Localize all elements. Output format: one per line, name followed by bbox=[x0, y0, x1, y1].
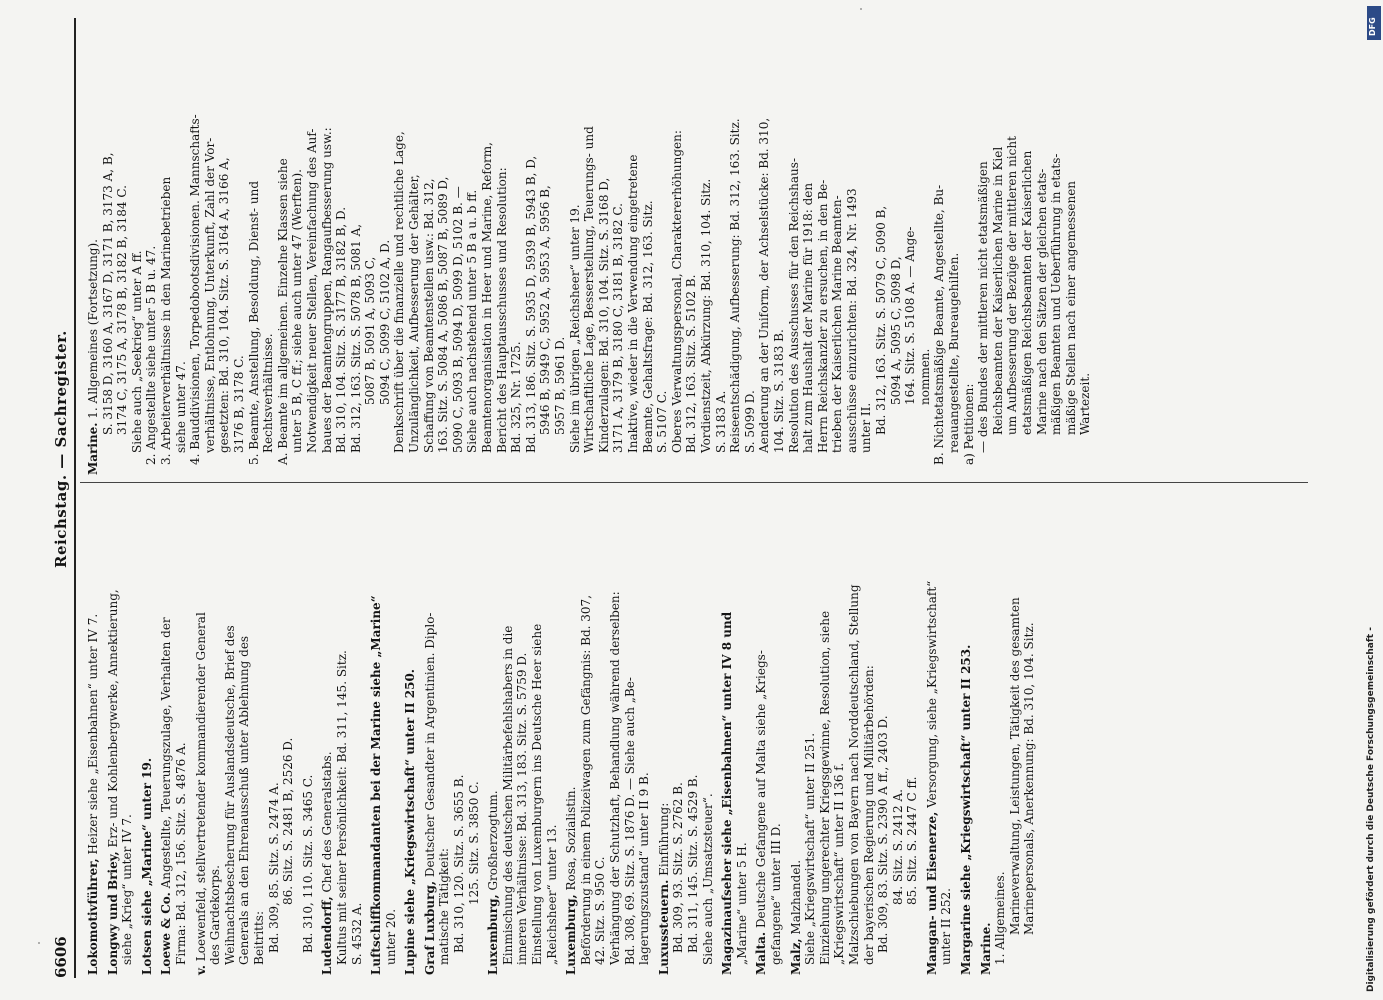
index-line: Bericht des Hauptausschusses und Resolution: bbox=[494, 167, 509, 453]
index-line bbox=[979, 495, 994, 975]
index-line: Bd. 312, 163. Sitz. S. 5102 B. bbox=[684, 274, 699, 453]
index-line: verhältnisse, Entlohnung, Unterkunft, Zahl der Vor- bbox=[202, 137, 217, 453]
index-line: trieben der Kaiserlichen Marine Beamten- bbox=[830, 195, 845, 453]
index-line: Siehe auch „Seekrieg“ unter A ff. bbox=[129, 250, 144, 453]
index-headword: Luxemburg, bbox=[486, 894, 501, 975]
index-line: 125. Sitz. S. 3850 C. bbox=[466, 781, 481, 905]
index-line: siehe „Krieg“ unter IV 7. bbox=[120, 814, 135, 965]
index-line: Bd. 309, 93. Sitz. S. 2762 B. bbox=[671, 782, 686, 953]
index-line: 84. Sitz. S. 2412 A. bbox=[890, 789, 905, 905]
index-line: lagerungszustand“ unter II 9 B. bbox=[637, 772, 652, 965]
index-line: gefangene“ unter III D. bbox=[768, 823, 783, 965]
index-line: nommen. bbox=[917, 348, 932, 405]
index-line: Kultus mit seiner Persönlichkeit: Bd. 311, 145. Sitz. bbox=[334, 650, 349, 965]
index-line: Bd. 309, 83. Sitz. S. 2390 A ff., 2403 D. bbox=[876, 715, 891, 953]
index-line: reauangestellte, Bureaugehilfen. bbox=[947, 252, 962, 453]
index-line: Bd. 313, 186. Sitz. S. 5935 D, 5939 B, 5943 B, D, bbox=[523, 155, 538, 453]
index-line: 4. Bauddivisionen, Torpedobootsdivisionen. Mannschafts- bbox=[188, 114, 203, 465]
index-line: Bd. 310, 110. Sitz. S. 3465 C. bbox=[300, 774, 315, 953]
index-line: unter II. bbox=[859, 402, 874, 453]
index-line: 5090 C, 5093 B, 5094 D, 5099 D, 5102 B. — bbox=[450, 186, 465, 453]
index-line: 2. Angestellte siehe unter 5 B u. 47. bbox=[144, 245, 159, 465]
digitization-note: Digitalisierung gefördert durch die Deutsche Forschungsgemeinschaft - bbox=[1366, 627, 1376, 992]
index-line: Longwy und Briey, Erz- und Kohlenbergwerke, Annektierung, bbox=[105, 589, 120, 975]
index-headword: Loewe & Co. bbox=[159, 892, 174, 975]
index-headword: Margarine siehe „Kriegswirtschaft“ unter II 253. bbox=[959, 644, 974, 975]
index-line: Ludendorff, Chef des Generalstabs. bbox=[320, 751, 335, 975]
index-line: Notwendigkeit neuer Stellen, Vereinfachung des Auf- bbox=[304, 128, 319, 453]
index-line: Siehe „Kriegswirtschaft“ unter II 251. bbox=[803, 732, 818, 965]
index-line: gesetzten: Bd. 310, 104. Sitz. S. 3164 A, 3166 A, bbox=[217, 157, 232, 453]
index-headword: Malz, bbox=[788, 938, 803, 975]
index-headword: Lokomotivführer, bbox=[86, 858, 100, 975]
index-headword: Marine. bbox=[978, 922, 993, 975]
index-headword: v. bbox=[193, 965, 208, 975]
index-line: 5. Beamte, Anstellung, Besoldung, Dienst- und bbox=[246, 180, 261, 465]
index-line: Bd. 309, 85. Sitz. S. 2474 A. bbox=[266, 782, 281, 953]
index-headword: Mangan- und Eisenerze, bbox=[924, 811, 939, 975]
index-line: Bd. 311, 145. Sitz. S. 4529 B. bbox=[685, 774, 700, 953]
index-line: 42. Sitz. S. 950 C. bbox=[593, 856, 608, 965]
index-line: Luxemburg, Rosa, Sozialistin. bbox=[564, 786, 579, 975]
column-divider bbox=[80, 482, 1308, 483]
index-line: Unzulänglichkeit, Aufbesserung der Gehälter, bbox=[407, 174, 422, 453]
index-line bbox=[403, 495, 418, 975]
index-headword: Malta. bbox=[754, 931, 769, 975]
index-line: inneren Verhältnisse: Bd. 313, 183. Sitz. S. 5759 D. bbox=[515, 652, 530, 965]
index-line: Loewe & Co. Angestellte, Teuerungszulage, Verhalten der bbox=[159, 617, 174, 975]
index-line: Malta. Deutsche Gefangene auf Malta siehe „Kriegs- bbox=[754, 650, 769, 975]
index-line: Herrn Reichskanzler zu ersuchen, in den Be- bbox=[815, 179, 830, 453]
index-line: mäßigen Beamten und Ueberführung in etats- bbox=[1049, 153, 1064, 435]
dfg-logo-text: DFG bbox=[1368, 17, 1377, 36]
index-line: um Aufbesserung der Bezüge der mittleren nicht bbox=[1005, 136, 1020, 435]
index-headword: Luxussteuern. bbox=[656, 879, 671, 975]
index-line: unter 20. bbox=[383, 908, 398, 965]
index-line: Oberes Verwaltungspersonal, Charaktererhöhungen: bbox=[669, 130, 684, 453]
index-line: Siehe auch „Umsatzsteuer“. bbox=[700, 793, 715, 965]
page-title: Reichstag. — Sachregister. bbox=[52, 330, 70, 568]
dfg-logo bbox=[1367, 6, 1381, 40]
index-headword: Luftschiffkommandanten bei der Marine siehe „Marine“ bbox=[369, 595, 384, 975]
index-line: Aenderung an der Uniform, der Achselstücke: Bd. 310, bbox=[757, 117, 772, 453]
index-line bbox=[720, 495, 735, 975]
index-line: Beamte, Gehaltsfrage: Bd. 312, 163. Sitz. bbox=[640, 200, 655, 453]
index-line: Generals an den Ehrenausschuß unter Ablehnung des bbox=[237, 635, 252, 965]
scan-speck bbox=[38, 942, 40, 944]
index-line: des Gardekorps. bbox=[208, 865, 223, 965]
index-line: Verhängung der Schutzhaft, Behandlung während derselben: bbox=[608, 591, 622, 965]
index-line bbox=[369, 495, 384, 975]
index-column-left bbox=[86, 495, 1286, 975]
index-line: Reichsbeamten der Kaiserlichen Marine in Kiel bbox=[990, 146, 1005, 435]
index-line: S. 3183 A. bbox=[713, 390, 728, 453]
index-line: 5957 B, 5961 D. bbox=[553, 336, 567, 435]
index-line: matische Tätigkeit: bbox=[437, 848, 452, 965]
index-line: Siehe auch nachstehend unter 5 B a u. b ff. bbox=[465, 189, 480, 453]
index-line: Malz, Malzhandel. bbox=[788, 859, 803, 975]
index-line: Rechtsverhältnisse. bbox=[261, 333, 276, 453]
index-line: baues der Beamtengruppen, Rangaufbesserung usw.: bbox=[319, 127, 334, 453]
index-line: 104. Sitz. S. 3183 B. bbox=[771, 329, 786, 453]
header-rule bbox=[74, 18, 76, 978]
index-line: unter 5 B, C ff.; siehe auch unter 47 (Werften). bbox=[290, 169, 305, 453]
index-line: Mangan- und Eisenerze, Versorgung, siehe „Kriegswirtschaft“ bbox=[924, 580, 939, 975]
index-line: Einstellung von Luxemburgern ins Deutsche Heer siehe bbox=[530, 623, 545, 965]
index-line: ausschüsse einzurichten: Bd. 324, Nr. 1493 bbox=[844, 188, 859, 453]
index-line: Einziehung ungerechter Kriegsgewinne, Resolution, siehe bbox=[817, 610, 832, 965]
index-line: „Kriegswirtschaft“ unter II 136 f. bbox=[832, 762, 847, 965]
index-line: „Marine“ unter 5 H. bbox=[734, 842, 749, 965]
index-line: siehe unter 47. bbox=[173, 361, 188, 453]
index-headword: Ludendorff, bbox=[320, 896, 335, 975]
index-line: Luxemburg, Großherzogtum. bbox=[486, 790, 501, 975]
index-line: Weihnachtsbescherung für Auslandsdeutsche, Brief des bbox=[222, 625, 237, 965]
index-line: 1. Allgemeines. bbox=[993, 871, 1008, 965]
index-line: Schaffung von Beamtenstellen usw.: Bd. 312, bbox=[421, 178, 436, 453]
index-headword: Magazinaufseher siehe „Eisenbahnen“ unter IV 8 und bbox=[720, 611, 735, 975]
index-headword: Lotsen siehe „Marine“ unter 19. bbox=[139, 757, 154, 975]
scan-speck bbox=[860, 8, 862, 10]
index-line: Luxussteuern. Einführung: bbox=[656, 802, 671, 975]
index-line: Bd. 312, 163. Sitz. S. 5079 C, 5090 B, bbox=[874, 205, 889, 435]
index-line: 5094 C, 5099 C, 5102 A, D. bbox=[377, 239, 392, 405]
index-line: v. Loewenfeld, stellvertretender kommandierender General bbox=[193, 612, 208, 975]
index-line: 5087 B, 5091 A, 5093 C, bbox=[363, 256, 378, 405]
index-line: Bd. 312, 163. Sitz. S. 5078 B, 5081 A, bbox=[348, 223, 363, 453]
index-line: 3171 A, 3179 B, 3180 C, 3181 B, 3182 C. bbox=[611, 203, 626, 453]
index-line: — des Bundes der mittleren nicht etatsmäßigen bbox=[976, 161, 991, 453]
index-line: 163. Sitz. S. 5084 A, 5086 B, 5087 B, 5089 D, bbox=[436, 176, 451, 453]
index-line: Siehe im übrigen „Reichsheer“ unter 19. bbox=[567, 204, 582, 453]
index-line: Firma: Bd. 312, 156. Sitz. S. 4876 A. bbox=[173, 742, 188, 965]
index-headword: Lupine siehe „Kriegswirtschaft“ unter II 250. bbox=[403, 669, 418, 975]
index-headword: Marine. bbox=[86, 422, 100, 475]
index-line: der bayerischen Regierung und Militärbehörden: bbox=[861, 665, 876, 965]
index-line: Bd. 310, 120. Sitz. S. 3655 B. bbox=[452, 774, 467, 953]
index-line: Resolution des Ausschusses für den Reichshaus- bbox=[786, 157, 801, 453]
index-line bbox=[959, 495, 974, 975]
index-line: Vordienstzeit, Abkürzung: Bd. 310, 104. Sitz. bbox=[698, 178, 713, 453]
index-headword: Graf Luxburg, bbox=[422, 880, 437, 975]
index-line: Wirtschaftliche Lage, Besserstellung, Teuerungs- und bbox=[582, 126, 597, 453]
index-line: 164. Sitz. S. 5108 A. — Ange- bbox=[903, 226, 918, 405]
index-column-right bbox=[86, 15, 1286, 475]
index-line: Beförderung in einem Polizeiwagen zum Gefängnis: Bd. 307, bbox=[578, 594, 593, 965]
index-line: Bd. 325, Nr. 1725. bbox=[509, 341, 524, 453]
index-line: a) Petitionen: bbox=[961, 383, 976, 465]
index-line: halt zum Haushalt der Marine für 1918: den bbox=[801, 182, 816, 453]
index-headword: Luxemburg, bbox=[564, 894, 579, 975]
index-line: Marine. 1. Allgemeines (Fortsetzung). bbox=[86, 239, 100, 475]
index-line: Graf Luxburg, Deutscher Gesandter in Argentinien. Diplo- bbox=[422, 612, 437, 975]
index-line: Inaktive, wieder in die Verwendung eingetretene bbox=[625, 154, 640, 453]
index-line: Kinderzulagen: Bd. 310, 104. Sitz. S. 3168 D, bbox=[596, 177, 611, 453]
index-line: 3176 B, 3178 C. bbox=[231, 355, 246, 453]
index-line: „Reichsheer“ unter 13. bbox=[544, 824, 559, 965]
index-headword: Longwy und Briey, bbox=[105, 851, 120, 975]
index-line: Einmischung des deutschen Militärbefehlshabers in die bbox=[500, 625, 515, 965]
index-line: Marineverwaltung, Leistungen, Tätigkeit des gesamten bbox=[1007, 597, 1022, 935]
index-line: Bd. 310, 104. Sitz. S. 3177 B, 3182 B, D. bbox=[334, 206, 349, 453]
index-line: Marinepersonals, Anerkennung: Bd. 310, 104. Sitz. bbox=[1022, 622, 1037, 935]
index-line: Reiseentschädigung, Aufbesserung: Bd. 312, 163. Sitz. bbox=[728, 118, 743, 453]
index-line: etatsmäßigen Reichsbeamten der Kaiserlichen bbox=[1020, 150, 1034, 435]
index-line: S. 5099 D. bbox=[742, 390, 757, 453]
index-line: 3. Arbeiterverhältnisse in den Marinebetrieben bbox=[158, 176, 173, 465]
index-line: S. 4532 A. bbox=[349, 902, 364, 965]
index-line: S. 3158 D, 3160 A, 3167 D, 3171 B, 3173 A, B, bbox=[100, 152, 115, 435]
index-line: 5946 B, 5949 C, 5952 A, 5953 A, 5956 B, bbox=[538, 185, 553, 435]
index-line: A. Beamte im allgemeinen. Einzelne Klassen siehe bbox=[275, 158, 290, 465]
index-line: Wartezeit. bbox=[1078, 372, 1093, 435]
index-line bbox=[140, 495, 155, 975]
index-line: Beitritts: bbox=[251, 911, 266, 965]
index-line: 5094 A, 5095 C, 5098 D, bbox=[888, 256, 903, 405]
index-line: S. 5107 C. bbox=[655, 390, 670, 453]
page-number: 6606 bbox=[52, 936, 70, 978]
index-line: Marine nach den Sätzen der gleichen etats- bbox=[1034, 168, 1049, 435]
index-line: 85. Sitz. S. 2447 C ff. bbox=[905, 776, 920, 905]
index-line: Denkschrift über die finanzielle und rechtliche Lage, bbox=[392, 131, 407, 453]
index-line: 3174 C, 3175 A, 3178 B, 3182 B, 3184 C. bbox=[115, 185, 130, 435]
index-line: unter II 252. bbox=[939, 888, 954, 965]
index-line: Bd. 308, 69. Sitz. S. 1876 D. — Siehe auch „Be- bbox=[622, 677, 637, 965]
index-line: mäßige Stellen nach einer angemessenen bbox=[1063, 180, 1078, 435]
index-line: Malzschiebungen von Bayern nach Norddeutschland, Stellung bbox=[846, 584, 861, 965]
index-line: B. Nichtetatsmäßige Beamte, Angestellte, Bu- bbox=[932, 184, 947, 465]
index-line: Lokomotivführer, Heizer siehe „Eisenbahnen“ unter IV 7. bbox=[86, 613, 100, 975]
index-line: 86. Sitz. S. 2481 B, 2526 D. bbox=[281, 737, 296, 905]
index-line: Beamtenorganisation in Heer und Marine, Reform, bbox=[480, 142, 495, 453]
